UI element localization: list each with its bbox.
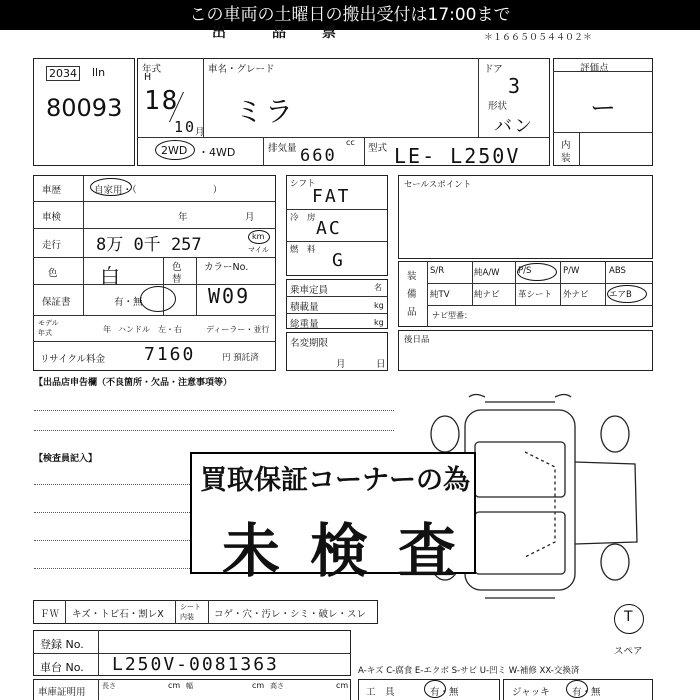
lot-tag-suffix: lln [92,66,106,79]
mileage-value: 8万 0千 257 [96,235,202,255]
fuel-label: 燃 料 [290,245,316,255]
registration-label: 登録 No. [40,638,84,651]
drive-2wd: 2WD [161,144,188,157]
tools-circle [424,680,446,698]
color-no-value: W09 [208,284,251,308]
model-year-label-1: モデル [38,319,59,327]
mileage-unit2: マイル [248,246,269,254]
irokae-2: 替 [172,274,182,285]
fw-label: ＦＷ [40,609,60,620]
color-value: 白 [100,264,122,288]
history-reki-value: 自家用・（ ） [94,185,223,196]
equip-row1-item: P/W [563,266,580,276]
model-year-unit: 年 [103,325,111,334]
shaken-label: 車検 [42,212,62,223]
height-cm: cm [336,681,349,690]
jack-label: ジャッキ [512,687,550,698]
shaken-month: 月 [245,212,255,223]
tools-label: 工 具 [366,687,395,698]
sales-point-label: セールスポイント [404,180,472,190]
equip-row2-item: 純TV [430,290,450,300]
rating-value: ー [590,94,619,124]
recycle-unit: 円 預託済 [222,353,259,363]
equip-row2-item: 革シート [518,290,553,300]
door-label: ドア [484,64,503,75]
equip-row2-item: エアB [609,290,632,300]
cooling-value: AC [316,218,342,239]
warranty-circle [140,286,176,312]
fuel-value: G [332,250,345,271]
navi-model-label: ナビ型番： [432,311,472,320]
drive-4wd: ・4WD [198,146,236,159]
width-cm: cm [252,681,265,690]
rear-items-box [398,330,653,371]
jack-value: 有・無 [572,687,601,698]
equip-row1-item: 純A/W [474,268,500,278]
lot-number: 80093 [46,94,123,122]
width-label: 幅 [186,682,193,690]
rating-label: 評価点 [580,63,609,74]
shaken-year: 年 [178,212,188,223]
name-change-label: 名変期限 [290,338,329,349]
cooling-label: 冷 房 [290,213,316,223]
displacement-unit: cc [346,138,355,147]
length-cm: cm [168,681,181,690]
shift-label: シフト [290,179,316,189]
equip-row1-item: ABS [609,266,626,276]
load-label: 積載量 [290,302,319,313]
interior-label-2: 装 [561,153,571,164]
equip-ps-circle [517,263,557,281]
stamp-main: 未検査 [222,517,487,585]
year-month-unit: 月 [195,127,205,138]
car-name: ミラ [235,95,296,128]
seat-label-2: 内装 [180,613,194,621]
recycle-value: 7160 [144,344,196,365]
equip-row2-item: 外ナビ [563,290,589,300]
weight-label: 総重量 [290,319,319,330]
riders-unit: 名 [374,283,382,292]
recycle-label: リサイクル料金 [40,354,106,365]
model-label: 型式 [368,143,388,154]
damage-codes: A-キズ C-腐食 E-エクボ S-サビ U-凹ミ W-補修 XX-交換済 [358,666,580,676]
fw-text: キズ・トビ石・割レX [72,609,164,620]
weight-unit: kg [374,318,384,327]
mileage-label: 走行 [42,240,62,251]
equip-label-3: 品 [407,307,417,318]
lot-tag: 2034 [46,66,80,81]
header-title-right: 票 [322,25,336,41]
chassis-value: L250V-0081363 [112,654,279,675]
document-number: ＊１６６５０５４４０２＊ [484,33,593,43]
rear-items-label: 後日品 [404,335,430,345]
name-change-month: 月 [336,359,346,370]
height-label: 高さ [270,682,284,690]
shape-label: 形状 [488,101,508,112]
name-change-day: 日 [376,359,386,370]
equip-row2-item: 純ナビ [474,290,500,300]
model-year-label-2: 年式 [38,329,52,337]
garage-label: 車庫証明用 [38,687,86,698]
header-title-mid: 品 [272,25,286,41]
equip-row1-item: S/R [430,266,445,276]
seller-notes-label: 【出品店申告欄（不良箇所・欠品・注意事項等） [34,378,233,388]
load-unit: kg [374,301,384,310]
door-value: 3 [508,74,523,98]
year-label: 年式 [142,64,162,75]
mileage-unit-circle [248,230,270,244]
chassis-label: 車台 No. [40,661,84,674]
color-label: 色 [48,268,58,279]
irokae-1: 色 [172,262,182,273]
drive-2wd-circle [155,140,195,160]
dealer-label: ディーラー・並行 [206,325,270,334]
length-label: 長さ [102,682,116,690]
notice-banner: この車両の土曜日の搬出受付は17:00まで [0,0,700,30]
spare-label: スペア [614,646,643,657]
inspector-notes-label: 【検査員記入】 [34,454,98,464]
history-reki-circle [90,178,132,196]
stamp-title: 買取保証コーナーの為 [200,465,470,496]
interior-label-1: 内 [561,140,571,151]
header-title-left: 出 [212,25,226,41]
equip-label-1: 装 [407,271,417,282]
color-no-label: カラーNo. [204,262,249,273]
jack-circle [566,680,588,698]
mileage-unit: km [252,232,265,241]
seat-label-1: シート [180,603,201,611]
warranty-value: 有・無 [114,297,143,308]
displacement-value: 660 [300,146,337,166]
year-value: 18 [144,86,180,116]
year-month: 10 [174,118,197,136]
model-value: LE- L250V [394,144,521,168]
spare-mark-letter: T [624,609,633,625]
shape-value: バン [494,116,534,137]
riders-label: 乗車定員 [290,285,329,296]
shift-value: FAT [312,186,351,207]
seat-text: コゲ・穴・汚レ・シミ・破レ・スレ [214,609,367,620]
displacement-label: 排気量 [268,143,297,154]
equip-row1-item: P/S [518,266,532,276]
warranty-label: 保証書 [42,297,71,308]
equip-airbag-circle [607,285,647,303]
car-name-label: 車名・グレード [208,64,275,75]
year-era: H [144,72,152,83]
tools-value: 有・無 [430,687,459,698]
handle-label: ハンドル 左・右 [118,325,182,334]
equip-label-2: 備 [407,289,417,300]
history-reki-label: 車歴 [42,185,62,196]
not-inspected-stamp [190,452,487,585]
